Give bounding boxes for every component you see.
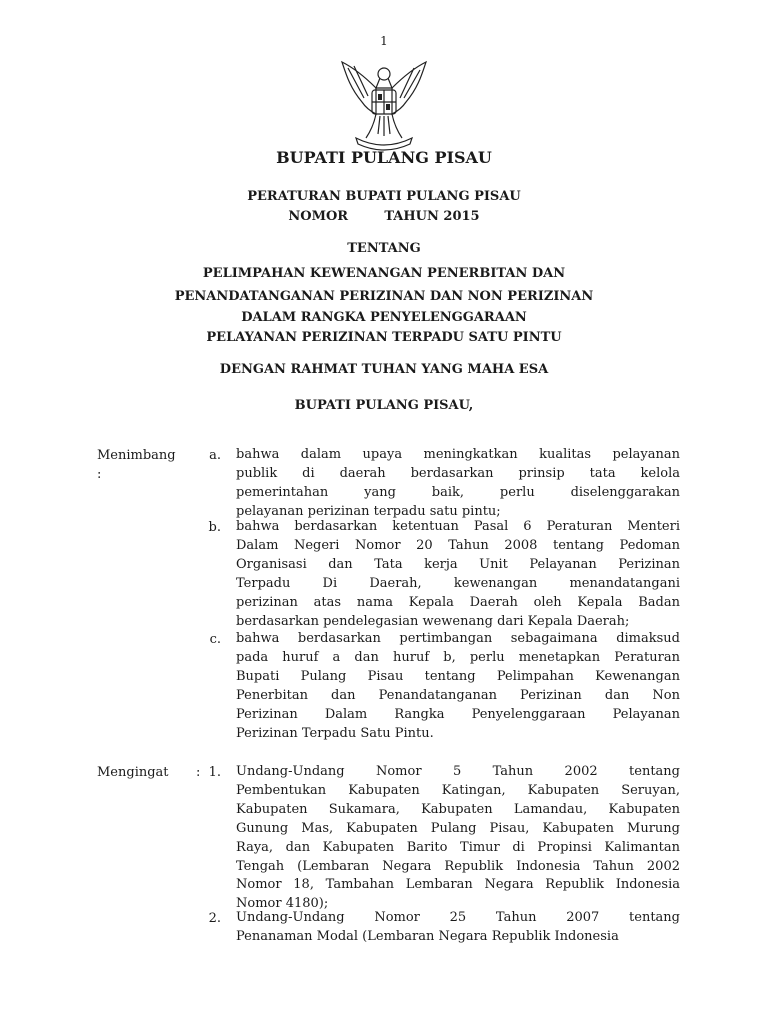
list-item-line: Undang-Undang Nomor 25 Tahun 2007 tentang [236,910,680,925]
list-item-line: berdasarkan pendelegasian wewenang dari Kepala Daerah; [236,613,630,629]
list-item-line: Nomor 18, Tambahan Lembaran Negara Republik Indonesia [236,877,680,893]
list-item-line: Tengah (Lembaran Negara Republik Indonesia Tahun 2002 [236,858,680,874]
issuer: BUPATI PULANG PISAU, [294,398,474,413]
about-heading: TENTANG [347,241,421,256]
list-item-line: bahwa berdasarkan ketentuan Pasal 6 Peraturan Menteri [236,519,680,534]
page-title: BUPATI PULANG PISAU [276,148,492,167]
menimbang-label: Menimbang [97,448,176,463]
list-item-line: Perizinan Terpadu Satu Pintu. [236,725,434,741]
list-marker: b. [208,520,221,535]
list-item-line: Nomor 4180); [236,896,329,912]
list-marker: a. [209,448,221,463]
menimbang-colon: : [97,467,102,482]
list-item-line: pada huruf a dan huruf b, perlu menetapkan Peraturan [236,649,680,665]
regulation-title: PERATURAN BUPATI PULANG PISAU [247,189,521,204]
list-item-line: Gunung Mas, Kabupaten Pulang Pisau, Kabupaten Murung [236,820,680,836]
list-item-line: bahwa berdasarkan pertimbangan sebagaimana dimaksud [236,631,680,646]
list-item-line: Dalam Negeri Nomor 20 Tahun 2008 tentang Pedoman [236,537,680,553]
regulation-number: NOMOR TAHUN 2015 [288,209,480,224]
list-item-line: publik di daerah berdasarkan prinsip tata kelola [236,465,680,481]
list-item-line: Perizinan Dalam Rangka Penyelenggaraan Pelayanan [236,706,680,722]
list-item-line: Penanaman Modal (Lembaran Negara Republik Indonesia [236,928,619,944]
mengingat-label: Mengingat [97,765,169,780]
page-number: 1 [380,34,388,48]
list-item-line: Organisasi dan Tata kerja Unit Pelayanan Perizinan [236,556,680,572]
list-item-line: perizinan atas nama Kepala Daerah oleh Kepala Badan [236,594,680,610]
list-item-line: Penerbitan dan Penandatanganan Perizinan dan Non [236,687,680,703]
blessing: DENGAN RAHMAT TUHAN YANG MAHA ESA [219,362,549,377]
subject-line: PELAYANAN PERIZINAN TERPADU SATU PINTU [206,330,562,345]
list-marker: 1. [208,765,221,780]
subject-line: PELIMPAHAN KEWENANGAN PENERBITAN DAN [202,266,566,281]
list-item-line: Pembentukan Kabupaten Katingan, Kabupaten Seruyan, [236,782,680,798]
list-item-line: bahwa dalam upaya meningkatkan kualitas pelayanan [236,447,680,462]
list-marker: 2. [208,911,221,926]
garuda-emblem-icon [336,58,432,152]
subject-line: DALAM RANGKA PENYELENGGARAAN [241,310,527,325]
list-item-line: Undang-Undang Nomor 5 Tahun 2002 tentang [236,764,680,779]
list-item-line: Terpadu Di Daerah, kewenangan menandatangani [236,575,680,591]
list-marker: c. [209,632,221,647]
mengingat-colon: : [196,765,201,780]
list-item-line: Raya, dan Kabupaten Barito Timur di Propinsi Kalimantan [236,839,680,855]
list-item-line: Kabupaten Sukamara, Kabupaten Lamandau, Kabupaten [236,801,680,817]
list-item-line: pemerintahan yang baik, perlu diselenggarakan [236,484,680,500]
subject-line: PENANDATANGANAN PERIZINAN DAN NON PERIZINAN [174,289,594,304]
list-item-line: pelayanan perizinan terpadu satu pintu; [236,503,501,519]
list-item-line: Bupati Pulang Pisau tentang Pelimpahan Kewenangan [236,668,680,684]
